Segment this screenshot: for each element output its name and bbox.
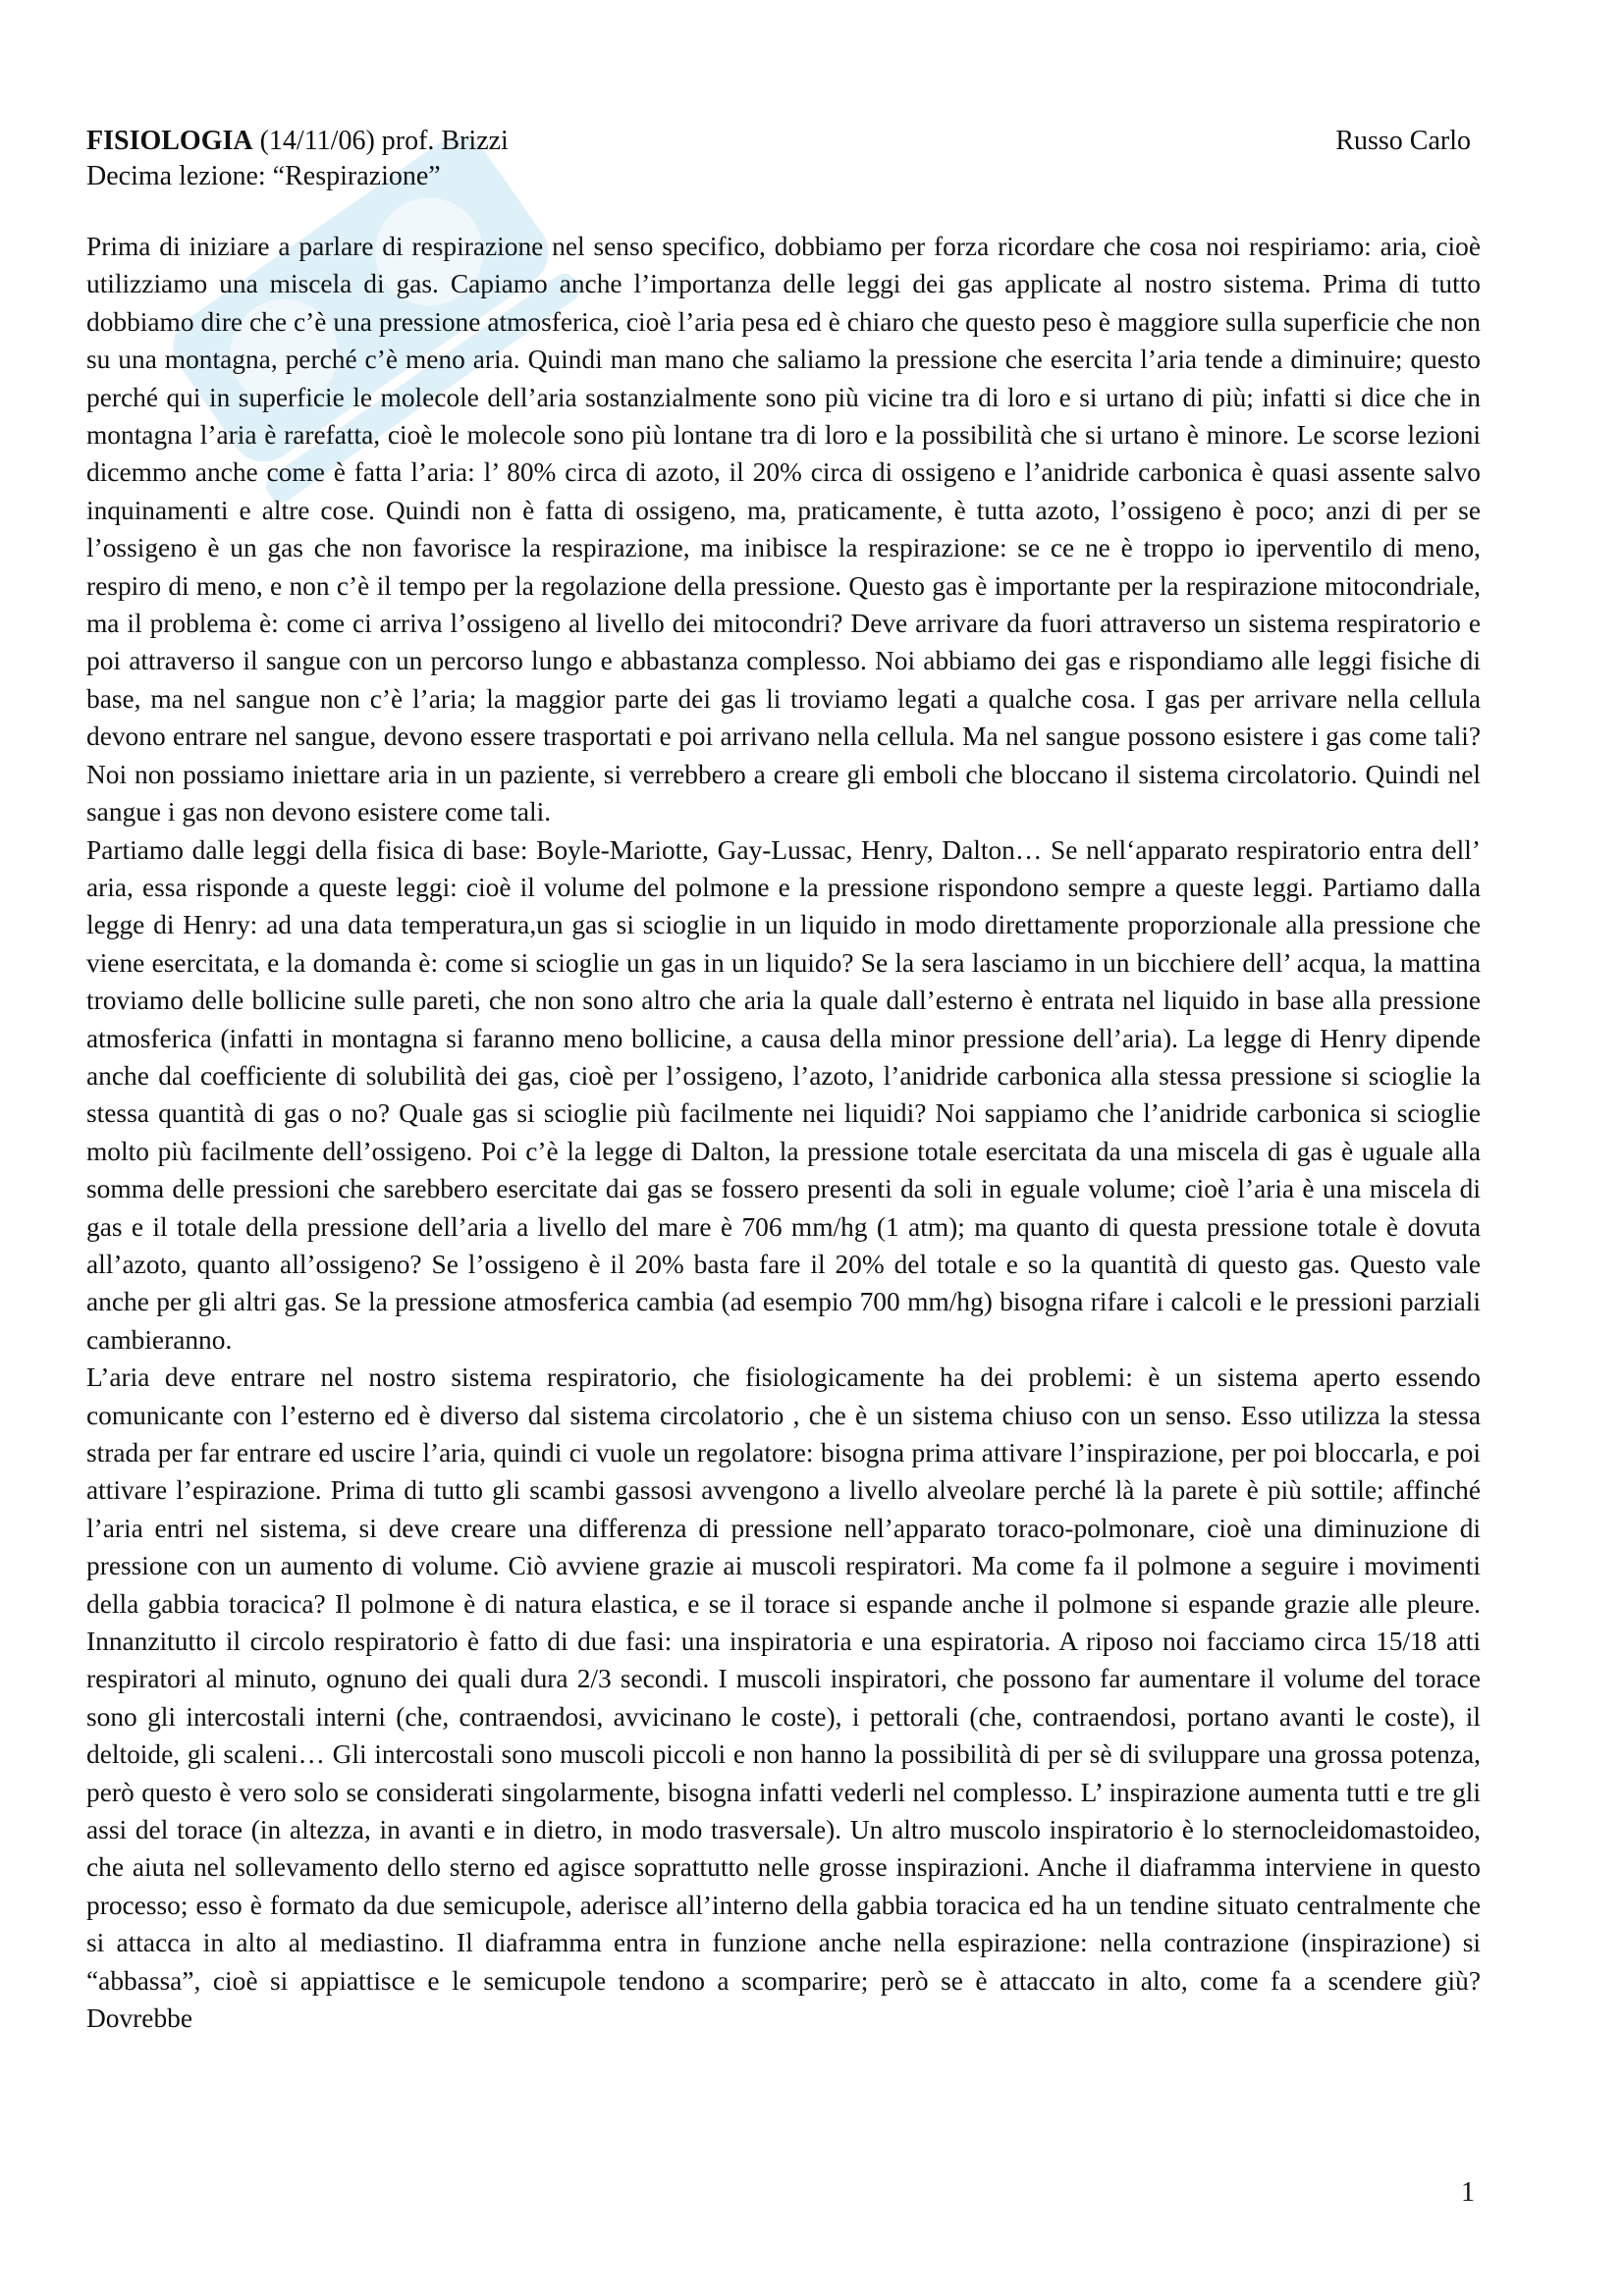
page-header [86, 124, 1481, 194]
paragraph-intro: Prima di iniziare a parlare di respirazione nel senso specifico, dobbiamo per forza ricordare che cosa noi respiriamo: aria, cioè utilizziamo una miscela di gas. Capiamo anche l’importanza delle leggi dei gas applicate al nostro sistema. Prima di tutto dobbiamo dire che c’è una pressione atmosferica, cioè l’aria pesa ed è chiaro che questo peso è maggiore sulla superficie che non su una montagna, perché c’è meno aria. Quindi man mano che saliamo la pressione che esercita l’aria tende a diminuire; questo perché qui in superficie le molecole dell’aria sostanzialmente sono più vicine tra di loro e si urtano di più; infatti si dice che in montagna l’aria è rarefatta, cioè le molecole sono più lontane tra di loro e la possibilità che si urtano è minore. Le scorse lezioni dicemmo anche come è fatta l’aria: l’ 80% circa di azoto, il 20% circa di ossigeno e l’anidride carbonica è quasi assente salvo inquinamenti e altre cose. Quindi non è fatta di ossigeno, ma, praticamente, è tutta azoto, l’ossigeno è poco; anzi di per se l’ossigeno è un gas che non favorisce la respirazione, ma inibisce la respirazione: se ce ne è troppo io iperventilo di meno, respiro di meno, e non c’è il tempo per la regolazione della pressione. Questo gas è importante per la respirazione mitocondriale, ma il problema è: come ci arriva l’ossigeno al livello dei mitocondri? Deve arrivare da fuori attraverso un sistema respiratorio e poi attraverso il sangue con un percorso lungo e abbastanza complesso. Noi abbiamo dei gas e rispondiamo alle leggi fisiche di base, ma nel sangue non c’è l’aria; la maggior parte dei gas li troviamo legati a qualche cosa. I gas per arrivare nella cellula devono entrare nel sangue, devono essere trasportati e poi arrivano nella cellula. Ma nel sangue possono esistere i gas come tali? Noi non possiamo iniettare aria in un paziente, si verrebbero a creare gli emboli che bloccano il sistema circolatorio. Quindi nel sangue i gas non devono esistere come tali. [86, 232, 1481, 828]
page-number: 1 [1461, 2177, 1475, 2208]
author-name: Russo Carlo [1335, 126, 1471, 156]
paragraph-gas-laws: Partiamo dalle leggi della fisica di base: Boyle-Mariotte, Gay-Lussac, Henry, Dalton… Se nell‘apparato respiratorio entra dell’ aria, essa risponde a queste leggi: cioè il volume del polmone e la pressione rispondono sempre a queste leggi. Partiamo dalla legge di Henry: ad una data temperatura,un gas si scioglie in un liquido in modo direttamente proporzionale alla pressione che viene esercitata, e la domanda è: come si scioglie un gas in un liquido? Se la sera lasciamo in un bicchiere dell’ acqua, la mattina troviamo delle bollicine sulle pareti, che non sono altro che aria la quale dall’esterno è entrata nel liquido in base alla pressione atmosferica (infatti in montagna si faranno meno bollicine, a causa della minor pressione dell’aria). La legge di Henry dipende anche dal coefficiente di solubilità dei gas, cioè per l’ossigeno, l’azoto, l’anidride carbonica alla stessa pressione si scioglie la stessa quantità di gas o no? Quale gas si scioglie più facilmente nei liquidi? Noi sappiamo che l’anidride carbonica si scioglie molto più facilmente dell’ossigeno. Poi c’è la legge di Dalton, la pressione totale esercitata da una miscela di gas è uguale alla somma delle pressioni che sarebbero esercitate dai gas se fossero presenti da soli in eguale volume; cioè l’aria è una miscela di gas e il totale della pressione dell’aria a livello del mare è 706 mm/hg (1 atm); ma quanto di questa pressione totale è dovuta all’azoto, quanto all’ossigeno? Se l’ossigeno è il 20% basta fare il 20% del totale e so la quantità di questo gas. Questo vale anche per gli altri gas. Se la pressione atmosferica cambia (ad esempio 700 mm/hg) bisogna rifare i calcoli e le pressioni parziali cambieranno. [86, 834, 1481, 1355]
page-body [86, 228, 1481, 2038]
course-name: FISIOLOGIA [86, 126, 253, 156]
course-line [86, 124, 509, 159]
course-date-professor: (14/11/06) prof. Brizzi [252, 126, 509, 156]
paragraph-respiratory-system: L’aria deve entrare nel nostro sistema respiratorio, che fisiologicamente ha dei problemi: è un sistema aperto essendo comunicante con l’esterno ed è diverso dal sistema circolatorio , che è un sistema chiuso con un senso. Esso utilizza la stessa strada per far entrare ed uscire l’aria, quindi ci vuole un regolatore: bisogna prima attivare l’inspirazione, per poi bloccarla, e poi attivare l’espirazione. Prima di tutto gli scambi gassosi avvengono a livello alveolare perché là la parete è più sottile; affinché l’aria entri nel sistema, si deve creare una differenza di pressione nell’apparato toraco-polmonare, cioè una diminuzione di pressione con un aumento di volume. Ciò avviene grazie ai muscoli respiratori. Ma come fa il polmone a seguire i movimenti della gabbia toracica? Il polmone è di natura elastica, e se il torace si espande anche il polmone si espande grazie alle pleure. Innanzitutto il circolo respiratorio è fatto di due fasi: una inspiratoria e una espiratoria. A riposo noi facciamo circa 15/18 atti respiratori al minuto, ognuno dei quali dura 2/3 secondi. I muscoli inspiratori, che possono far aumentare il volume del torace sono gli intercostali interni (che, contraendosi, avvicinano le coste), i pettorali (che, contraendosi, portano avanti le coste), il deltoide, gli scaleni… Gli intercostali sono muscoli piccoli e non hanno la possibilità di per sè di sviluppare una grossa potenza, però questo è vero solo se considerati singolarmente, bisogna infatti vederli nel complesso. L’ inspirazione aumenta tutti e tre gli assi del torace (in altezza, in avanti e in dietro, in modo trasversale). Un altro muscolo inspiratorio è lo sternocleidomastoideo, che aiuta nel sollevamento dello sterno ed agisce soprattutto nelle grosse inspirazioni. Anche il diaframma interviene in questo processo; esso è formato da due semicupole, aderisce all’interno della gabbia toracica ed ha un tendine situato centralmente che si attacca in alto al mediastino. Il diaframma entra in funzione anche nella espirazione: nella contrazione (inspirazione) si “abbassa”, cioè si appiattisce e le semicupole tendono a scomparire; però se è attaccato in alto, come fa a scendere giù? Dovrebbe [86, 1362, 1481, 2034]
lesson-title: Decima lezione: “Respirazione” [86, 161, 441, 191]
